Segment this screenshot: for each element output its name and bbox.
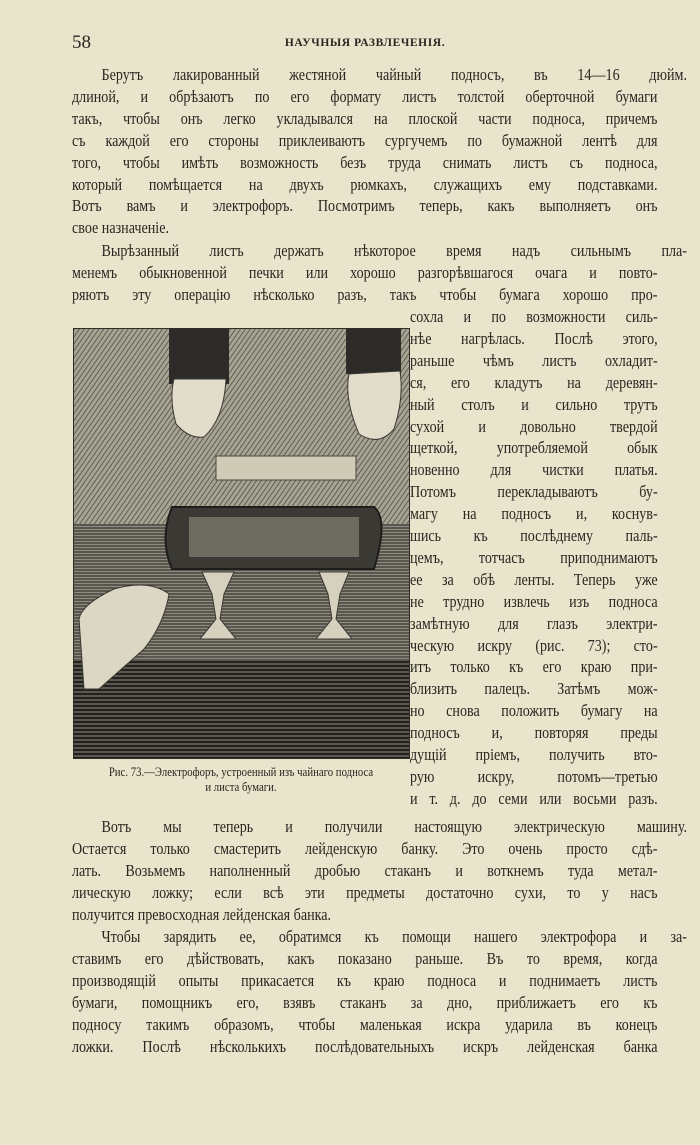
text-line: такъ, чтобы онъ легко укладывался на плоской части подноса, причемъ	[72, 108, 658, 128]
text-line: ряютъ эту операцію нѣсколько разъ, такъ чтобы бумага хорошо про-	[72, 284, 658, 304]
left-sleeve	[169, 329, 229, 384]
page-header	[72, 32, 658, 56]
electrophorus-engraving	[74, 329, 409, 758]
text-line: сохла и по возможности силь-	[410, 307, 658, 326]
text-line: ее за обѣ ленты. Теперь уже	[410, 569, 658, 589]
text-line: ложки. Послѣ нѣсколькихъ послѣдовательныхъ искръ лейденская банка	[72, 1036, 658, 1056]
text-line: ный столъ и сильно трутъ	[410, 394, 658, 414]
text-line: не трудно извлечь изъ подноса	[410, 591, 658, 611]
text-line: дущій пріемъ, получить вто-	[410, 745, 658, 764]
text-line: Потомъ перекладываютъ бу-	[410, 482, 658, 502]
text-line: длиной, и обрѣзаютъ по его формату листъ толстой оберточной бумаги	[72, 86, 658, 106]
figure-caption-line-1: Рис. 73.—Электрофоръ, устроенный изъ чайнаго подноса	[108, 765, 374, 779]
paper-sheet	[216, 456, 356, 480]
text-line: цемъ, тотчасъ приподнимаютъ	[410, 547, 658, 567]
text-line: Вотъ мы теперь и получили настоящую электрическую машину.	[101, 817, 687, 836]
text-line: Остается только смастерить лейденскую банку. Это очень просто сдѣ-	[72, 838, 658, 858]
text-line: лическую ложку; если всѣ эти предметы достаточно сухи, то у насъ	[72, 882, 658, 902]
text-line: Чтобы зарядить ее, обратимся къ помощи нашего электрофора и за-	[101, 927, 687, 946]
text-line: но снова положить бумагу на	[410, 701, 658, 721]
text-line: который помѣщается на двухъ рюмкахъ, служащихъ ему подставками.	[72, 174, 658, 194]
figure-73-illustration	[73, 328, 410, 759]
text-line: раньше чѣмъ листъ охладит-	[410, 350, 658, 370]
text-line: получится превосходная лейденская банка.	[72, 904, 332, 924]
text-line: Берутъ лакированный жестяной чайный подносъ, въ 14—16 дюйм.	[101, 65, 687, 84]
text-line: бумаги, помощникъ его, взявъ стаканъ за дно, приближаетъ его къ	[72, 992, 658, 1012]
text-line: итъ только къ его краю при-	[410, 657, 658, 677]
text-line: сухой и довольно твердой	[410, 416, 658, 436]
text-line: близить палецъ. Затѣмъ мож-	[410, 679, 658, 699]
text-line: лать. Возьмемъ наполненный дробью стаканъ и воткнемъ туда метал-	[72, 860, 658, 880]
text-line: того, чтобы имѣть возможность безъ труда снимать листъ съ подноса,	[72, 152, 658, 172]
right-sleeve	[346, 329, 401, 374]
text-line: ся, его кладутъ на деревян-	[410, 372, 658, 392]
text-line: Вырѣзанный листъ держатъ нѣкоторое время надъ сильнымъ пла-	[101, 241, 687, 260]
text-line: свое назначеніе.	[72, 218, 169, 238]
figure-caption-line-2: и листа бумаги.	[205, 780, 277, 794]
text-line: новенно для чистки платья.	[410, 460, 658, 480]
text-line: ставимъ его дѣйствовать, какъ показано раньше. Въ то время, когда	[72, 948, 658, 968]
page-number: 58	[72, 32, 91, 53]
table-edge-shadow	[74, 659, 409, 758]
text-line: подносъ и, повторяя преды	[410, 723, 658, 743]
text-line: рую искру, потомъ—третью	[410, 766, 658, 786]
text-line: нѣе нагрѣлась. Послѣ этого,	[410, 328, 658, 348]
text-line: шись къ послѣднему паль-	[410, 526, 658, 545]
text-line: подносу такимъ образомъ, чтобы маленькая искра ударила въ конецъ	[72, 1014, 658, 1034]
text-line: съ каждой его стороны приклеиваютъ сургучемъ по бумажной лентѣ для	[72, 130, 658, 150]
text-line: магу на подносъ и, коснув-	[410, 504, 658, 524]
text-line: производящій опыты прикасается къ краю подноса и поднимаетъ листъ	[72, 970, 658, 990]
tray-ornament	[189, 517, 359, 557]
text-line: ческую искру (рис. 73); сто-	[410, 635, 658, 655]
text-line: менемъ обыкновенной печки или хорошо разгорѣвшагося очага и повто-	[72, 262, 658, 282]
running-title: НАУЧНЫЯ РАЗВЛЕЧЕНІЯ.	[284, 37, 446, 49]
text-line: и т. д. до семи или восьми разъ.	[410, 788, 658, 808]
text-line: замѣтную для глазъ электри-	[410, 613, 658, 633]
text-line: щеткой, употребляемой обык	[410, 438, 658, 458]
text-line: Вотъ вамъ и электрофоръ. Посмотримъ теперь, какъ выполняетъ онъ	[72, 196, 658, 216]
